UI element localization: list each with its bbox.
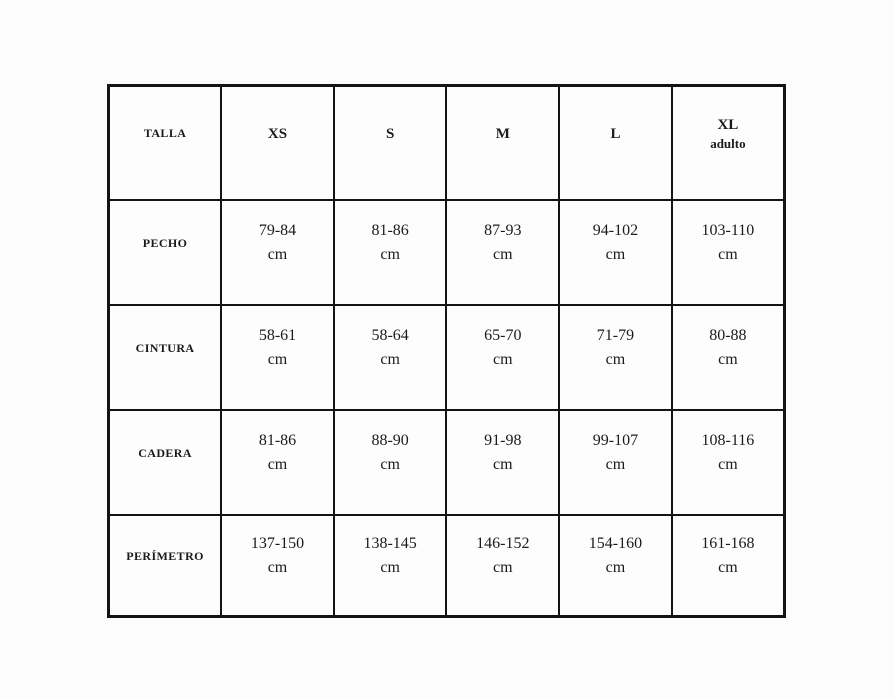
table-cell: [559, 305, 672, 410]
corner-label: TALLA: [143, 126, 187, 141]
cell-unit: cm: [718, 246, 738, 263]
row-header-label: CADERA: [138, 445, 192, 460]
cell-unit: cm: [605, 351, 626, 368]
cell-range: 65-70: [484, 327, 522, 344]
cell-unit: cm: [718, 559, 738, 577]
cell-unit: cm: [267, 456, 288, 473]
cell-unit: cm: [493, 351, 513, 368]
row-header-label: PERÍMETRO: [126, 548, 204, 563]
table-row-cadera: [109, 410, 785, 515]
cell-range: 79-84: [258, 222, 297, 239]
cell-range: 138-145: [363, 535, 417, 553]
table-cell: [334, 410, 447, 515]
cell-unit: cm: [605, 456, 626, 473]
table-cell: [334, 515, 447, 617]
table-cell: [672, 305, 785, 410]
cell-unit: cm: [267, 351, 288, 368]
table-cell: [334, 200, 447, 305]
column-header-s: [334, 86, 447, 200]
cell-range: 80-88: [709, 327, 747, 344]
row-header-label: PECHO: [142, 235, 188, 250]
row-header-cell: [109, 200, 222, 305]
cell-range: 91-98: [484, 432, 522, 449]
cell-unit: cm: [380, 456, 400, 473]
table-cell: [221, 305, 334, 410]
cell-unit: cm: [605, 246, 626, 263]
row-header-cell: [109, 305, 222, 410]
cell-range: 87-93: [484, 222, 522, 239]
cell-unit: cm: [605, 559, 626, 577]
table-cell: [446, 410, 559, 515]
corner-cell: [109, 86, 222, 200]
table-cell: [559, 515, 672, 617]
cell-range: 137-150: [250, 535, 305, 553]
cell-range: 81-86: [371, 222, 409, 239]
cell-unit: cm: [380, 246, 400, 263]
row-header-cell: [109, 410, 222, 515]
table-cell: [559, 200, 672, 305]
row-header-cell: [109, 515, 222, 617]
cell-unit: cm: [718, 456, 738, 473]
cell-range: 108-116: [701, 432, 755, 449]
table-cell: [672, 515, 785, 617]
cell-range: 88-90: [371, 432, 409, 449]
cell-unit: cm: [493, 246, 513, 263]
table-cell: [221, 410, 334, 515]
table-cell: [446, 305, 559, 410]
column-header-sublabel: adulto: [710, 135, 746, 151]
cell-unit: cm: [718, 351, 738, 368]
cell-range: 161-168: [701, 535, 755, 553]
cell-range: 146-152: [476, 535, 530, 553]
column-header-xs: [221, 86, 334, 200]
table-row-perimetro: [109, 515, 785, 617]
table-cell: [334, 305, 447, 410]
cell-range: 103-110: [701, 222, 755, 239]
table-cell: [672, 200, 785, 305]
column-header-label: S: [385, 125, 395, 142]
cell-unit: cm: [267, 246, 288, 263]
column-header-label: XS: [267, 125, 288, 142]
column-header-m: [446, 86, 559, 200]
cell-unit: cm: [493, 456, 513, 473]
column-header-label: M: [495, 125, 510, 142]
table-cell: [559, 410, 672, 515]
table-row-cintura: [109, 305, 785, 410]
cell-range: 81-86: [258, 432, 297, 449]
row-header-label: CINTURA: [135, 340, 195, 355]
table-header-row: [109, 86, 785, 200]
cell-range: 58-61: [258, 327, 297, 344]
table-cell: [446, 515, 559, 617]
table-cell: [446, 200, 559, 305]
table-row-pecho: [109, 200, 785, 305]
cell-unit: cm: [380, 559, 400, 577]
cell-unit: cm: [493, 559, 513, 577]
cell-range: 71-79: [596, 327, 635, 344]
cell-range: 154-160: [588, 535, 643, 553]
cell-range: 94-102: [592, 222, 639, 239]
size-chart-table: [107, 84, 786, 618]
cell-range: 58-64: [371, 327, 409, 344]
column-header-label: L: [610, 125, 621, 142]
cell-range: 99-107: [592, 432, 639, 449]
cell-unit: cm: [267, 559, 288, 577]
table-cell: [221, 200, 334, 305]
column-header-l: [559, 86, 672, 200]
column-header-xl-adulto: [672, 86, 785, 200]
table-cell: [221, 515, 334, 617]
cell-unit: cm: [380, 351, 400, 368]
column-header-label: XL: [717, 116, 739, 133]
table-cell: [672, 410, 785, 515]
